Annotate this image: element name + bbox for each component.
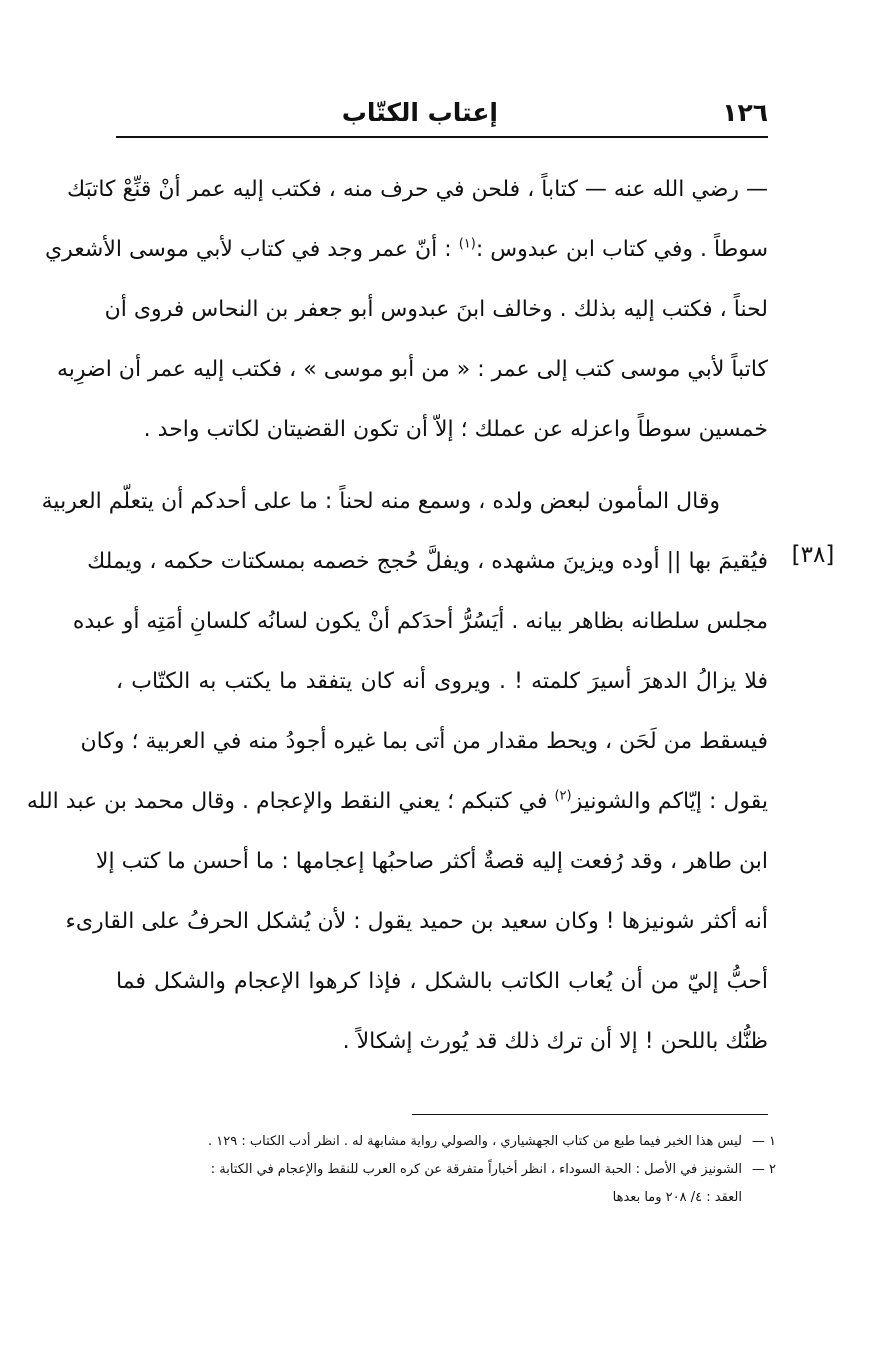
- text-line: أحبُّ إليّ من أن يُعاب الكاتب بالشكل ، فإذا كرهوا الإعجام والشكل فما: [116, 969, 768, 994]
- text-line: فيسقط من لَحَن ، ويحط مقدار من أتى بما غيره أجودُ منه في العربية ؛ وكان: [80, 729, 768, 754]
- footnotes: [116, 1128, 776, 1212]
- text-line: فلا يزالُ الدهرَ أسيرَ كلمته ! . ويروى أنه كان يتفقد ما يكتب به الكتّاب ،: [116, 669, 768, 694]
- running-title: إعتاب الكتّاب: [341, 98, 498, 127]
- text-line: ظنُّك باللحن ! إلا أن ترك ذلك قد يُورث إشكالاً .: [342, 1029, 768, 1054]
- footnote-number-text: ٢: [769, 1162, 776, 1177]
- text-line: لحناً ، فكتب إليه بذلك . وخالف ابنَ عبدوس أبو جعفر بن النحاس فروى أن: [104, 297, 768, 322]
- footnote-ref-1[interactable]: (١): [458, 236, 476, 252]
- text-line-end: : أنّ عمر وجد في كتاب لأبي موسى الأشعري: [44, 237, 452, 262]
- text-line: مجلس سلطانه بظاهر بيانه . أيَسُرُّ أحدَكم أنْ يكون لسانُه كلسانِ أمَتِه أو عبده: [72, 609, 768, 634]
- margin-page-marker: [٣٨]: [791, 542, 835, 568]
- header-rule: [116, 136, 768, 138]
- footnote-text: ليس هذا الخبر فيما طبع من كتاب الجهشياري ، والصولي رواية مشابهة له . انظر أدب الكتاب : ١٢٩ .: [208, 1134, 742, 1149]
- text-line: ابن طاهر ، وقد رُفعت إليه قصةٌ أكثر صاحبُها إعجامها : ما أحسن ما كتب إلا: [95, 849, 768, 874]
- footnote-rule: [412, 1114, 768, 1115]
- paragraph-gap: [116, 460, 768, 472]
- text-line-start: يقول : إيّاكم والشونيز: [571, 789, 768, 814]
- footnote-1: [116, 1128, 776, 1156]
- text-line: خمسين سوطاً واعزله عن عملك ؛ إلاّ أن تكون القضيتان لكاتب واحد .: [143, 417, 768, 442]
- text-line: [26, 772, 768, 832]
- footnote-ref-2[interactable]: (٢): [554, 788, 572, 804]
- text-line-start: سوطاً . وفي كتاب ابن عبدوس :: [475, 237, 768, 262]
- footnote-text: الشونيز في الأصل : الحبة السوداء ، انظر أخباراً متفرقة عن كره العرب للنقط والإعجام في الكتابة :: [210, 1162, 742, 1177]
- footnote-number-text: ١: [769, 1134, 776, 1149]
- text-line: — رضي الله عنه — كتاباً ، فلحن في حرف منه ، فكتب إليه عمر أنْ قنِّعْ كاتبَك: [67, 177, 768, 202]
- footnote-2-continuation: العقد : ٤/ ٢٠٨ وما بعدها: [612, 1190, 742, 1205]
- footnote-number: [742, 1156, 776, 1184]
- text-line: أنه أكثر شونيزها ! وكان سعيد بن حميد يقول : لأن يُشكل الحرفُ على القارىء: [65, 909, 768, 934]
- page-header: [116, 96, 768, 132]
- text-line: كاتباً لأبي موسى كتب إلى عمر : « من أبو موسى » ، فكتب إليه عمر أن اضرِبه: [56, 357, 768, 382]
- text-line-end: في كتبكم ؛ يعني النقط والإعجام . وقال محمد بن عبد الله: [26, 789, 548, 814]
- body-text: [26, 160, 768, 1072]
- footnote-dash: —: [751, 1162, 765, 1177]
- footnote-number: [742, 1128, 776, 1156]
- page-number: ١٢٦: [722, 98, 768, 127]
- text-line: فيُقيمَ بها || أوده ويزينَ مشهده ، ويفلَّ حُجج خصمه بمسكتات حكمه ، ويملك: [87, 549, 768, 574]
- footnote-dash: —: [751, 1134, 765, 1149]
- text-line: [44, 220, 768, 280]
- footnote-2: [116, 1156, 776, 1184]
- text-line: وقال المأمون لبعض ولده ، وسمع منه لحناً : ما على أحدكم أن يتعلّم العربية: [41, 489, 720, 514]
